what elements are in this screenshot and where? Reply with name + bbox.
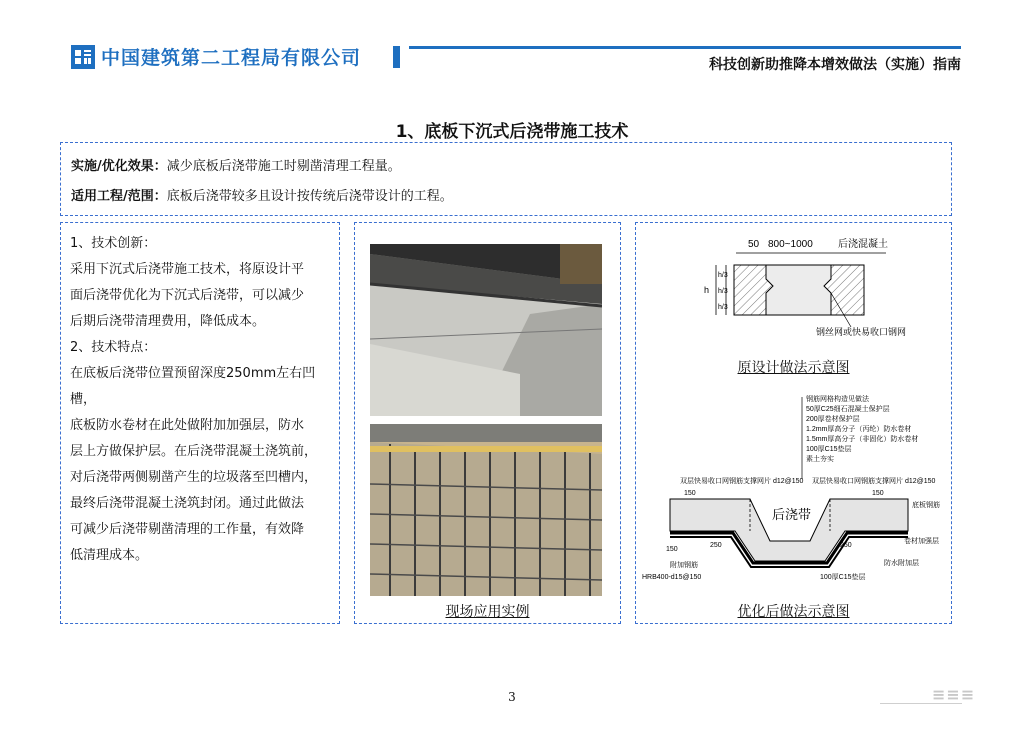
section-1-line: 面后浇带优化为下沉式后浇带，可以减少	[70, 288, 305, 303]
label-cushion: 100厚C15垫层	[820, 574, 866, 581]
dim-250: 250	[710, 542, 722, 549]
label-top-right: 双层快易收口网钢筋支撑网片 d12@150	[812, 478, 936, 485]
dim-150: 150	[872, 490, 884, 497]
label-pour-strip: 后浇带	[772, 507, 812, 522]
section-2-line: 层上方做保护层。在后浇带混凝土浇筑前，	[70, 444, 318, 459]
caption-optimized: 优化后做法示意图	[737, 604, 850, 620]
header-rule	[409, 46, 961, 49]
label-concrete: 后浇混凝土	[838, 239, 888, 250]
header-accent-bar	[393, 46, 400, 68]
scope-row	[71, 185, 453, 204]
label-waterproof: 防水附加层	[884, 560, 919, 567]
dim-h3-mid: h/3	[718, 288, 728, 295]
company-logo	[71, 45, 95, 69]
caption-site: 现场应用实例	[445, 604, 530, 620]
section-2-line: 低清理成本。	[70, 548, 149, 563]
section-1-line: 后期后浇带清理费用，降低成本。	[70, 314, 266, 329]
section-2-line: 可减少后浇带剔凿清理的工作量，有效降	[70, 522, 305, 537]
layer-label: 素土夯实	[806, 456, 834, 463]
layer-label: 50厚C25细石混凝土保护层	[806, 406, 890, 413]
section-1-heading: 1、技术创新：	[70, 236, 157, 251]
summary-box	[60, 142, 952, 216]
page-number: 3	[508, 690, 516, 704]
scope-text: 底板后浇带较多且设计按传统后浇带设计的工程。	[166, 189, 453, 204]
label-mesh: 钢丝网或快易收口钢网	[816, 327, 907, 337]
section-2-heading: 2、技术特点：	[70, 340, 157, 355]
site-photo-groove	[370, 244, 602, 416]
company-name: 中国建筑第二工程局有限公司	[101, 47, 362, 69]
original-design-diagram	[656, 231, 936, 351]
label-reinforce: 卷材加强层	[904, 538, 939, 545]
layer-label: 钢筋网格构造见做法	[806, 396, 869, 403]
effect-label: 实施/优化效果：	[71, 159, 167, 174]
layer-label: 200厚卷材保护层	[806, 416, 860, 423]
label-rebar-spec: HRB400-d15@150	[642, 574, 702, 581]
section-2-line: 对后浇带两侧剔凿产生的垃圾落至凹槽内，	[70, 470, 318, 485]
page-title: 1、底板下沉式后浇带施工技术	[395, 122, 629, 142]
footer-decoration: ≡≡≡	[932, 685, 976, 704]
diagram-panel	[635, 222, 952, 624]
section-2-line: 最终后浇带混凝土浇筑封闭。通过此做法	[70, 496, 305, 511]
layer-label: 100厚C15垫层	[806, 446, 852, 453]
dim-150: 150	[684, 490, 696, 497]
section-2-line: 在底板后浇带位置预留深度250mm左右凹槽，	[70, 366, 316, 407]
body-text	[70, 231, 332, 569]
photo-panel	[354, 222, 621, 624]
dim-250: 250	[840, 542, 852, 549]
section-2-line: 底板防水卷材在此处做附加加强层，防水	[70, 418, 305, 433]
site-photo-rebar	[370, 424, 602, 596]
caption-original: 原设计做法示意图	[737, 360, 850, 376]
section-1-line: 采用下沉式后浇带施工技术，将原设计平	[70, 262, 305, 277]
dim-50: 50	[748, 239, 760, 250]
layer-label: 1.2mm厚高分子（丙纶）防水卷材	[806, 426, 912, 433]
dim-150-side: 150	[666, 546, 678, 553]
label-top-left: 双层快易收口网钢筋支撑网片 d12@150	[680, 478, 804, 485]
dim-range: 800~1000	[768, 239, 813, 250]
dim-h3-bot: h/3	[718, 304, 728, 311]
layer-label: 1.5mm厚高分子（非固化）防水卷材	[806, 436, 919, 443]
optimized-design-diagram	[640, 391, 948, 591]
dim-h3-top: h/3	[718, 272, 728, 279]
label-slab-rebar: 底板钢筋	[912, 502, 940, 509]
dim-h: h	[704, 285, 710, 295]
text-panel	[60, 222, 340, 624]
document-subtitle: 科技创新助推降本增效做法（实施）指南	[709, 57, 961, 73]
label-extra-rebar: 附加钢筋	[670, 562, 698, 569]
scope-label: 适用工程/范围：	[71, 189, 167, 204]
effect-text: 减少底板后浇带施工时剔凿清理工程量。	[166, 159, 401, 174]
logo-icon	[73, 47, 93, 67]
effect-row	[71, 155, 401, 174]
